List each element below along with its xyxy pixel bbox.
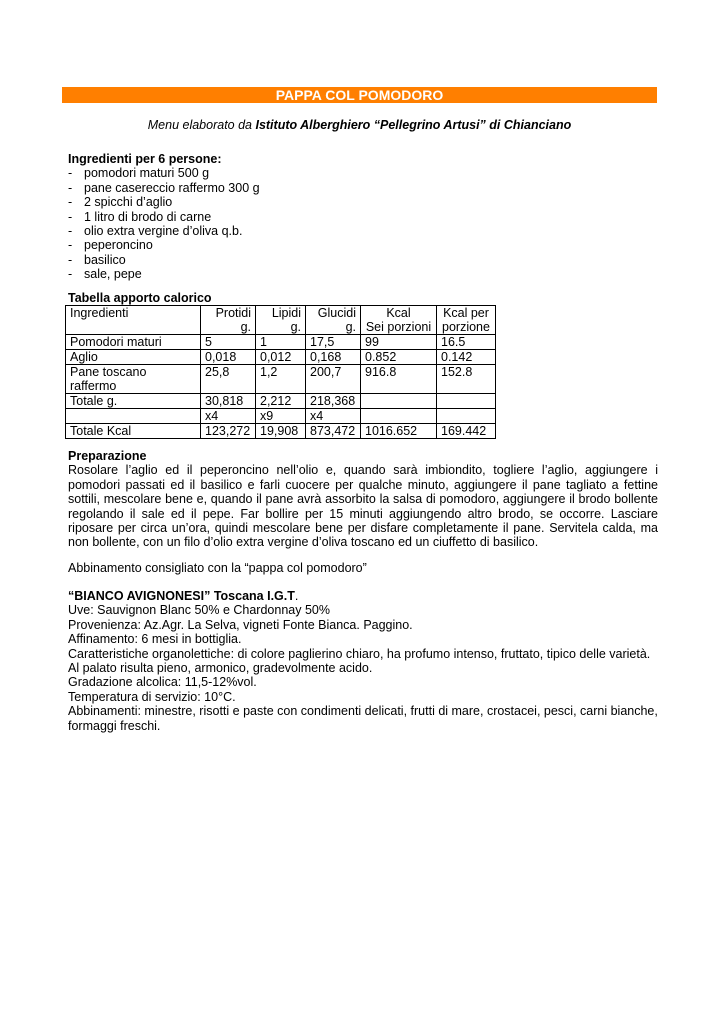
table-cell: 17,5 xyxy=(306,335,361,350)
calorie-table xyxy=(65,305,496,439)
wine-section xyxy=(68,589,658,733)
table-cell: Totale g. xyxy=(66,394,201,409)
list-item: - basilico xyxy=(68,252,126,267)
pairing-intro: Abbinamento consigliato con la “pappa col pomodoro” xyxy=(68,561,367,575)
table-cell: 1016.652 xyxy=(361,424,437,439)
table-cell: 5 xyxy=(201,335,256,350)
table-cell xyxy=(437,409,496,424)
wine-detail: Gradazione alcolica: 11,5-12%vol. xyxy=(68,675,257,690)
table-cell xyxy=(66,409,201,424)
table-cell: 19,908 xyxy=(256,424,306,439)
table-cell: x4 xyxy=(306,409,361,424)
table-header-cell: Ingredienti xyxy=(66,306,201,335)
table-row xyxy=(66,335,496,350)
table-cell: 916.8 xyxy=(361,365,437,394)
subtitle-institute: Istituto Alberghiero “Pellegrino Artusi” xyxy=(255,118,486,132)
table-cell: 1 xyxy=(256,335,306,350)
table-cell: x9 xyxy=(256,409,306,424)
table-header-cell: Glucidi g. xyxy=(306,306,361,335)
table-cell: 0,018 xyxy=(201,350,256,365)
table-cell: 169.442 xyxy=(437,424,496,439)
list-item: - olio extra vergine d’oliva q.b. xyxy=(68,224,243,239)
table-cell: 0.142 xyxy=(437,350,496,365)
table-cell xyxy=(361,394,437,409)
wine-detail: Affinamento: 6 mesi in bottiglia. xyxy=(68,632,242,647)
table-cell: 0,012 xyxy=(256,350,306,365)
subtitle xyxy=(62,118,657,133)
subtitle-prefix: Menu elaborato da xyxy=(147,118,256,132)
list-item: - 2 spicchi d’aglio xyxy=(68,195,173,210)
table-cell: 99 xyxy=(361,335,437,350)
preparation-heading: Preparazione xyxy=(68,449,147,463)
table-cell: 873,472 xyxy=(306,424,361,439)
table-cell xyxy=(361,409,437,424)
table-cell: 30,818 xyxy=(201,394,256,409)
table-row xyxy=(66,424,496,439)
preparation-text: Rosolare l’aglio ed il peperoncino nell’olio e, quando sarà imbiondito, togliere l’aglio, aggiungere i pomodori passati ed il basilico e farli cuocere per qualche minuto, aggiungere il pane tagliato a fettine sottili, mescolare bene e, quando il pane avrà assorbito la salsa di pomodoro, aggiungere il brodo bollente regolando il sale ed il pepe. Far bollire per 15 minuti aggiungendo altro brodo, se occorre. Lasciare riposare per circa un’ora, quindi mescolare bene per disfare completamente il pane. Servitela calda, ma non bollente, con un filo d’olio extra vergine d’oliva toscano ed un ciuffetto di basilico. xyxy=(68,463,658,550)
table-cell: 218,368 xyxy=(306,394,361,409)
table-cell: 2,212 xyxy=(256,394,306,409)
table-header-row xyxy=(66,306,496,335)
table-cell: Aglio xyxy=(66,350,201,365)
calorie-table-heading: Tabella apporto calorico xyxy=(68,291,212,305)
ingredients-section xyxy=(68,152,658,282)
table-cell xyxy=(437,394,496,409)
list-item: - pane casereccio raffermo 300 g xyxy=(68,180,260,195)
wine-name: “BIANCO AVIGNONESI” Toscana I.G.T. xyxy=(68,589,299,603)
table-cell: x4 xyxy=(201,409,256,424)
table-cell: 25,8 xyxy=(201,365,256,394)
table-cell: 123,272 xyxy=(201,424,256,439)
list-item: - 1 litro di brodo di carne xyxy=(68,209,212,224)
ingredients-list xyxy=(68,166,658,281)
table-row xyxy=(66,409,496,424)
subtitle-suffix: di Chianciano xyxy=(485,118,572,132)
table-cell: 0,168 xyxy=(306,350,361,365)
list-item: - peperoncino xyxy=(68,238,153,253)
page-title: PAPPA COL POMODORO xyxy=(62,87,657,103)
list-item: - pomodori maturi 500 g xyxy=(68,166,210,181)
table-header-cell: Kcal Sei porzioni xyxy=(361,306,437,335)
table-row xyxy=(66,350,496,365)
table-cell: 1,2 xyxy=(256,365,306,394)
wine-detail: Caratteristiche organolettiche: di colore paglierino chiaro, ha profumo intenso, fruttato, tipico delle varietà. Al palato risulta pieno, armonico, gradevolmente acido. xyxy=(68,646,651,676)
table-cell: 200,7 xyxy=(306,365,361,394)
preparation-section xyxy=(68,449,658,550)
table-cell: 16.5 xyxy=(437,335,496,350)
table-header-cell: Lipidi g. xyxy=(256,306,306,335)
table-cell: Pane toscano raffermo xyxy=(66,365,201,394)
table-header-cell: Protidi g. xyxy=(201,306,256,335)
table-header-cell: Kcal per porzione xyxy=(437,306,496,335)
ingredients-heading: Ingredienti per 6 persone: xyxy=(68,152,222,166)
wine-detail: Provenienza: Az.Agr. La Selva, vigneti Fonte Bianca. Paggino. xyxy=(68,617,413,632)
table-cell: Totale Kcal xyxy=(66,424,201,439)
table-cell: 152.8 xyxy=(437,365,496,394)
table-cell: Pomodori maturi xyxy=(66,335,201,350)
wine-detail: Temperatura di servizio: 10°C. xyxy=(68,689,236,704)
table-cell: 0.852 xyxy=(361,350,437,365)
wine-detail: Abbinamenti: minestre, risotti e paste con condimenti delicati, frutti di mare, crostacei, pesci, carni bianche, formaggi freschi. xyxy=(68,704,658,733)
list-item: - sale, pepe xyxy=(68,267,142,282)
table-row xyxy=(66,365,496,394)
wine-detail: Uve: Sauvignon Blanc 50% e Chardonnay 50% xyxy=(68,603,330,618)
table-row xyxy=(66,394,496,409)
